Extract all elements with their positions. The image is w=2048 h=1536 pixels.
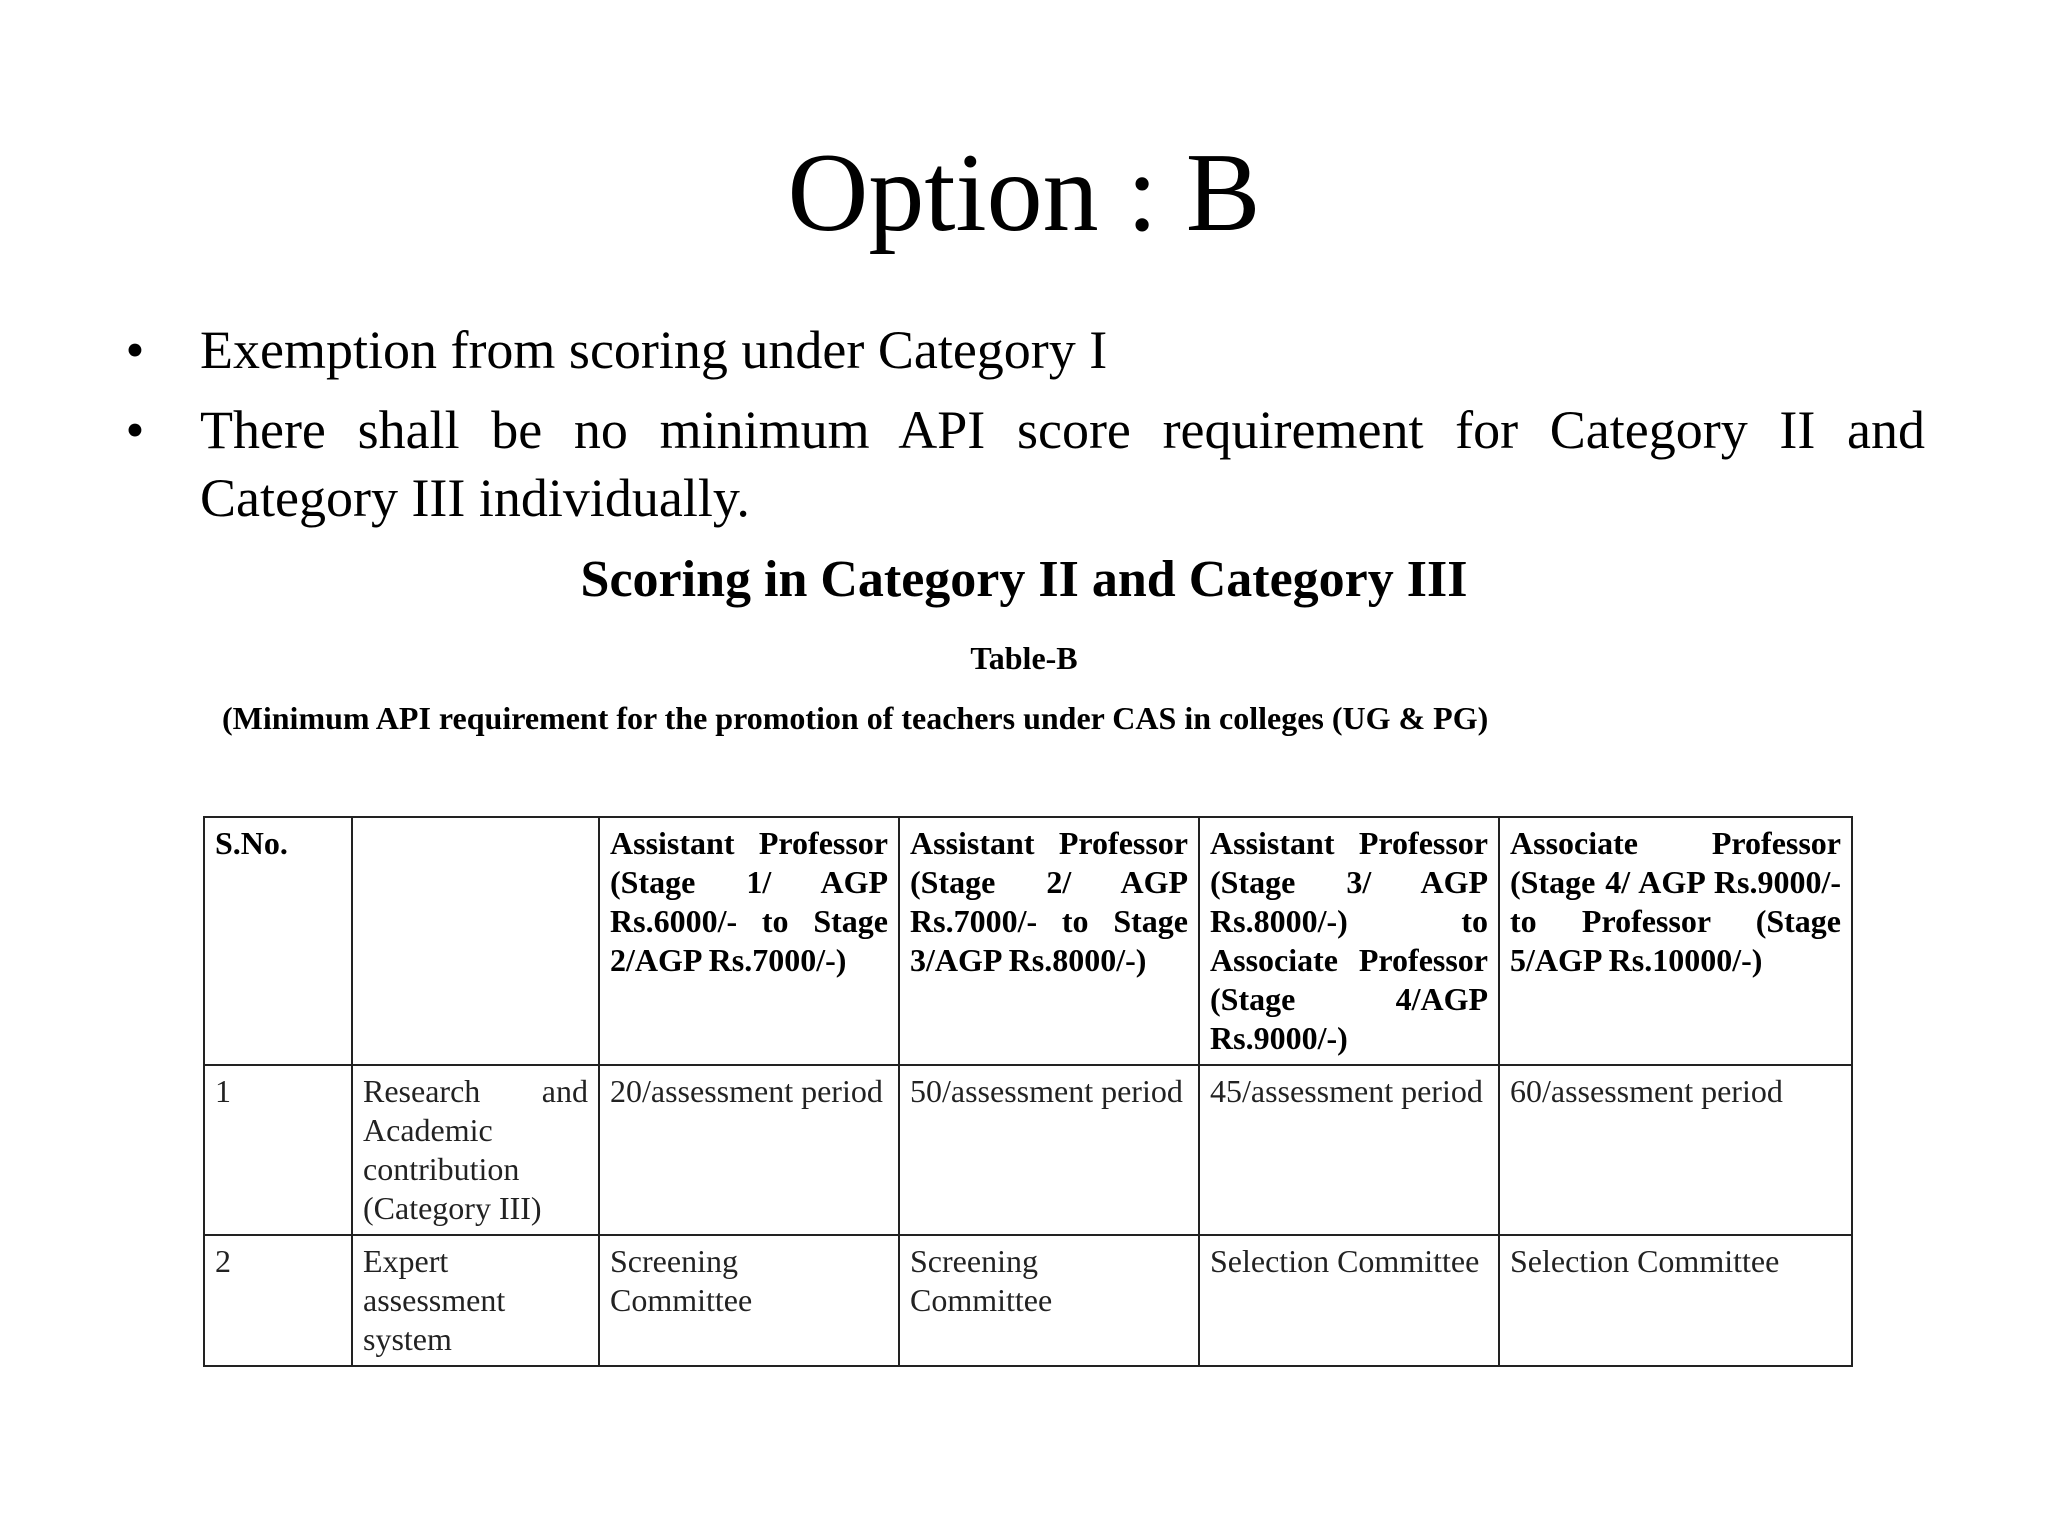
cell-value: Selection Committee: [1199, 1235, 1499, 1366]
cell-value: 60/assessment period: [1499, 1065, 1852, 1235]
header-stage-2-to-3: Assistant Professor (Stage 2/ AGP Rs.7000/- to Stage 3/AGP Rs.8000/-): [899, 817, 1199, 1065]
bullet-icon: •: [125, 320, 145, 380]
slide-title: Option : B: [787, 131, 1261, 255]
header-stage-1-to-2: Assistant Professor (Stage 1/ AGP Rs.6000/- to Stage 2/AGP Rs.7000/-): [599, 817, 899, 1065]
bullet-item: [120, 396, 1925, 532]
header-item: [352, 817, 599, 1065]
header-stage-4-to-5: Associate Professor (Stage 4/ AGP Rs.9000/- to Professor (Stage 5/AGP Rs.10000/-): [1499, 817, 1852, 1065]
scoring-table: [203, 816, 1853, 1367]
table-row: [204, 1065, 1852, 1235]
table-row: [204, 1235, 1852, 1366]
header-sno: S.No.: [204, 817, 352, 1065]
section-heading: Scoring in Category II and Category III: [580, 551, 1468, 608]
cell-value: Selection Committee: [1499, 1235, 1852, 1366]
header-stage-3-to-4: Assistant Professor (Stage 3/ AGP Rs.8000/-) to Associate Professor (Stage 4/AGP Rs.9000/-): [1199, 817, 1499, 1065]
bullet-text: Exemption from scoring under Category I: [200, 320, 1108, 380]
bullet-icon: •: [125, 400, 145, 460]
cell-value: 50/assessment period: [899, 1065, 1199, 1235]
table-caption: (Minimum API requirement for the promotion of teachers under CAS in colleges (UG & PG): [222, 700, 1489, 736]
cell-item: Research and Academic contribution (Category III): [352, 1065, 599, 1235]
cell-value: 45/assessment period: [1199, 1065, 1499, 1235]
cell-item: Expert assessment system: [352, 1235, 599, 1366]
cell-sno: 1: [204, 1065, 352, 1235]
table-label: Table-B: [970, 640, 1078, 676]
cell-value: Screening Committee: [599, 1235, 899, 1366]
cell-sno: 2: [204, 1235, 352, 1366]
bullet-item: [120, 316, 1925, 384]
bullet-text: There shall be no minimum API score requirement for Category II and Category III individually.: [200, 400, 1925, 528]
cell-value: Screening Committee: [899, 1235, 1199, 1366]
table-header-row: [204, 817, 1852, 1065]
bullet-list: [120, 316, 1925, 544]
cell-value: 20/assessment period: [599, 1065, 899, 1235]
